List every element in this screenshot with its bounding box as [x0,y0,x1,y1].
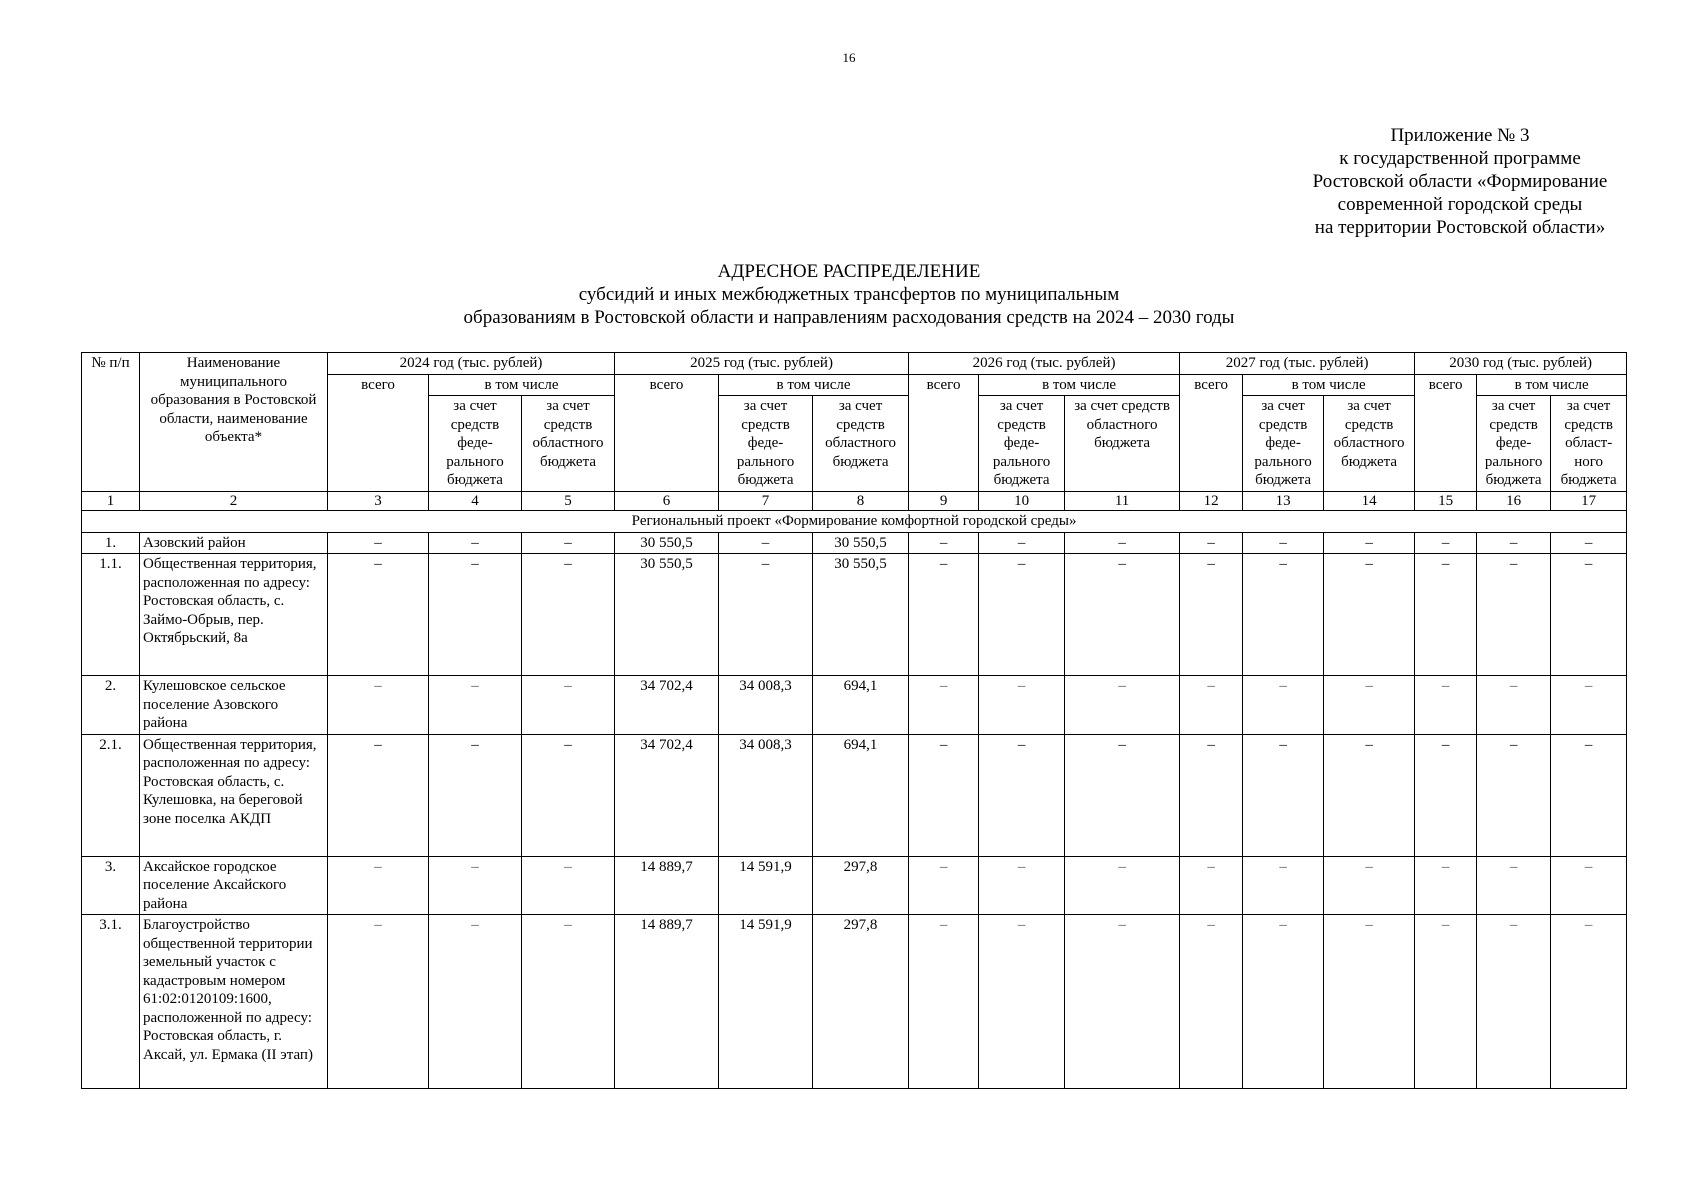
row-value: – [522,676,615,735]
row-value: – [328,676,429,735]
row-value: – [1324,915,1415,1089]
row-number: 1.1. [82,554,140,676]
row-value: 694,1 [813,676,909,735]
row-value: – [979,532,1065,554]
header-num: № п/п [82,353,140,492]
row-name: Аксайское городское поселение Аксайского района [140,856,328,915]
row-value: – [522,856,615,915]
header-regional: за счет средств областного бюджета [1065,396,1180,492]
appendix-line: современной городской среды [1337,194,1583,215]
row-name: Благоустройство общественной территории земельный участок с кадастровым номером 61:02:0120109:1600, расположенной по адресу: Ростовская область, г. Аксай, ул. Ермака (II этап) [140,915,328,1089]
header-regional: за счет средств областного бюджета [1324,396,1415,492]
column-number: 9 [909,491,979,511]
row-value: 14 889,7 [615,915,719,1089]
section-row [82,511,1627,533]
row-value: 30 550,5 [813,532,909,554]
row-value: – [1180,676,1243,735]
column-number: 6 [615,491,719,511]
column-number: 2 [140,491,328,511]
page-number: 16 [842,50,856,65]
row-value: – [1180,856,1243,915]
row-value: – [1551,734,1627,856]
header-including: в том числе [1243,374,1415,396]
row-value: – [328,915,429,1089]
column-number: 13 [1243,491,1324,511]
header-total: всего [909,374,979,491]
column-number: 10 [979,491,1065,511]
row-value: 297,8 [813,856,909,915]
header-including: в том числе [719,374,909,396]
row-value: – [1180,532,1243,554]
row-value: – [522,532,615,554]
title-line: субсидий и иных межбюджетных трансфертов по муниципальным [578,284,1120,305]
row-name: Кулешовское сельское поселение Азовского района [140,676,328,735]
row-value: – [1477,915,1551,1089]
title-line: АДРЕСНОЕ РАСПРЕДЕЛЕНИЕ [717,261,981,282]
row-value: – [1415,856,1477,915]
row-value: – [1243,734,1324,856]
row-value: – [522,915,615,1089]
row-value: – [1324,676,1415,735]
column-number: 3 [328,491,429,511]
row-value: – [1415,532,1477,554]
row-value: – [719,554,813,676]
header-including: в том числе [979,374,1180,396]
row-value: – [1415,676,1477,735]
row-value: – [429,915,522,1089]
table-row [82,532,1627,554]
document-title [0,260,1698,329]
row-value: 694,1 [813,734,909,856]
row-name: Азовский район [140,532,328,554]
row-value: – [1415,915,1477,1089]
row-value: – [909,734,979,856]
column-numbers-row [82,491,1627,511]
appendix-line: Приложение № 3 [1390,125,1530,146]
row-value: – [1065,734,1180,856]
row-value: – [979,676,1065,735]
table-row [82,856,1627,915]
header-federal: за счет средств феде-рального бюджета [1477,396,1551,492]
row-value: – [979,554,1065,676]
row-value: – [522,554,615,676]
column-number: 7 [719,491,813,511]
row-value: – [429,554,522,676]
header-including: в том числе [1477,374,1627,396]
column-number: 15 [1415,491,1477,511]
column-number: 4 [429,491,522,511]
header-year: 2024 год (тыс. рублей) [328,353,615,375]
column-number: 5 [522,491,615,511]
row-value: – [1551,532,1627,554]
row-value: 14 889,7 [615,856,719,915]
row-value: – [1324,734,1415,856]
row-value: – [1243,856,1324,915]
header-year: 2030 год (тыс. рублей) [1415,353,1627,375]
row-value: 297,8 [813,915,909,1089]
header-year: 2026 год (тыс. рублей) [909,353,1180,375]
row-value: 14 591,9 [719,856,813,915]
row-value: – [1477,676,1551,735]
row-value: – [429,734,522,856]
row-value: 34 702,4 [615,676,719,735]
row-value: – [909,554,979,676]
row-value: 30 550,5 [615,532,719,554]
header-including: в том числе [429,374,615,396]
row-value: – [1477,554,1551,676]
header-name: Наименование муниципального образования в Ростовской области, наименование объекта* [140,353,328,492]
row-number: 2. [82,676,140,735]
header-regional: за счет средств областного бюджета [813,396,909,492]
column-number: 1 [82,491,140,511]
row-name: Общественная территория, расположенная по адресу: Ростовская область, с. Кулешовка, на береговой зоне поселка АКДП [140,734,328,856]
column-number: 17 [1551,491,1627,511]
row-value: – [1324,554,1415,676]
row-value: – [1065,856,1180,915]
header-federal: за счет средств феде-рального бюджета [719,396,813,492]
column-number: 11 [1065,491,1180,511]
header-total: всего [1415,374,1477,491]
row-value: – [1477,856,1551,915]
row-value: – [719,532,813,554]
row-value: – [1551,856,1627,915]
row-value: – [1065,915,1180,1089]
appendix-line: на территории Ростовской области» [1314,217,1606,238]
row-value: 34 702,4 [615,734,719,856]
row-value: – [1415,734,1477,856]
row-name: Общественная территория, расположенная по адресу: Ростовская область, с. Займо-Обрыв, пер. Октябрьский, 8а [140,554,328,676]
appendix-line: к государственной программе [1339,148,1581,169]
row-value: – [979,856,1065,915]
row-value: – [1551,676,1627,735]
row-value: – [1065,554,1180,676]
section-title: Региональный проект «Формирование комфортной городской среды» [82,511,1627,533]
row-value: – [909,532,979,554]
row-value: – [1180,915,1243,1089]
row-value: – [1415,554,1477,676]
appendix-block [1290,124,1630,239]
row-value: – [522,734,615,856]
table-row [82,676,1627,735]
header-federal: за счет средств феде-рального бюджета [1243,396,1324,492]
table-row [82,734,1627,856]
header-year: 2027 год (тыс. рублей) [1180,353,1415,375]
row-value: – [328,734,429,856]
row-value: – [1551,554,1627,676]
row-value: – [1551,915,1627,1089]
row-number: 3.1. [82,915,140,1089]
row-value: – [429,856,522,915]
row-value: – [1065,532,1180,554]
row-value: – [1180,554,1243,676]
table-row [82,915,1627,1089]
row-value: 14 591,9 [719,915,813,1089]
header-regional: за счет средств областного бюджета [522,396,615,492]
header-federal: за счет средств феде-рального бюджета [979,396,1065,492]
row-value: – [328,532,429,554]
row-number: 2.1. [82,734,140,856]
header-regional: за счет средств област-ного бюджета [1551,396,1627,492]
row-value: – [429,532,522,554]
row-value: 34 008,3 [719,676,813,735]
row-value: – [979,915,1065,1089]
row-value: – [1243,676,1324,735]
row-value: 34 008,3 [719,734,813,856]
row-value: – [909,915,979,1089]
header-total: всего [328,374,429,491]
row-value: – [909,676,979,735]
row-value: – [328,856,429,915]
row-value: – [328,554,429,676]
row-value: – [1180,734,1243,856]
header-total: всего [615,374,719,491]
title-line: образованиям в Ростовской области и направлениям расходования средств на 2024 – 2030 годы [463,307,1235,328]
row-value: – [1243,532,1324,554]
row-value: – [1324,532,1415,554]
row-number: 1. [82,532,140,554]
row-value: – [429,676,522,735]
header-total: всего [1180,374,1243,491]
column-number: 8 [813,491,909,511]
distribution-table [81,352,1627,1089]
row-value: – [1243,915,1324,1089]
appendix-line: Ростовской области «Формирование [1312,171,1608,192]
row-value: – [1324,856,1415,915]
row-value: – [1477,532,1551,554]
header-federal: за счет средств феде-рального бюджета [429,396,522,492]
row-value: – [979,734,1065,856]
row-value: – [909,856,979,915]
row-value: 30 550,5 [813,554,909,676]
row-value: – [1243,554,1324,676]
row-value: 30 550,5 [615,554,719,676]
table-row [82,554,1627,676]
column-number: 14 [1324,491,1415,511]
row-value: – [1477,734,1551,856]
row-number: 3. [82,856,140,915]
row-value: – [1065,676,1180,735]
column-number: 16 [1477,491,1551,511]
column-number: 12 [1180,491,1243,511]
header-year: 2025 год (тыс. рублей) [615,353,909,375]
